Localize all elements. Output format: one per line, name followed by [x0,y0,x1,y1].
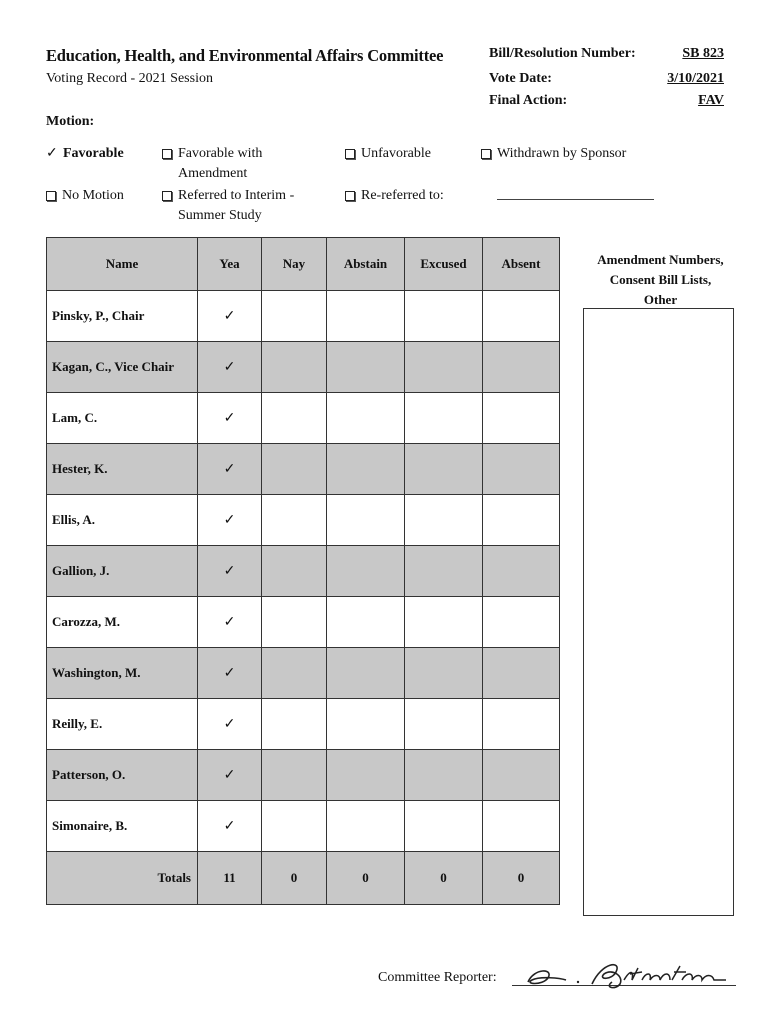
vote-cell-absent[interactable] [483,393,560,444]
column-header-absent: Absent [483,238,560,291]
vote-cell-nay[interactable] [262,342,327,393]
motion-option-referred-interim[interactable] [162,186,312,226]
vote-cell-absent[interactable] [483,597,560,648]
vote-cell-absent[interactable] [483,801,560,852]
vote-cell-excused[interactable] [405,393,483,444]
checkmark-icon: ✓ [223,512,236,528]
motion-option-withdrawn[interactable] [481,144,626,164]
member-name: Kagan, C., Vice Chair [47,342,198,393]
member-name: Reilly, E. [47,699,198,750]
table-row [47,495,560,546]
checkmark-icon: ✓ [223,461,236,477]
table-row [47,546,560,597]
checkmark-icon: ✓ [223,563,236,579]
vote-cell-absent[interactable] [483,444,560,495]
checkbox-icon [345,149,355,159]
checkbox-icon [481,149,491,159]
checkmark-icon: ✓ [223,716,236,732]
total-nay: 0 [262,852,327,905]
vote-cell-excused[interactable] [405,444,483,495]
amendment-notes-box[interactable] [583,308,734,916]
checkbox-icon [345,191,355,201]
vote-cell-nay[interactable] [262,291,327,342]
bill-number-value: SB 823 [682,46,724,61]
vote-cell-yea[interactable] [198,597,262,648]
table-row [47,597,560,648]
vote-cell-nay[interactable] [262,801,327,852]
checkmark-icon: ✓ [46,146,58,161]
vote-cell-yea[interactable] [198,342,262,393]
motion-option-label: Re-referred to: [361,188,444,203]
checkmark-icon: ✓ [223,308,236,324]
amendment-heading-line: Consent Bill Lists, [609,272,712,287]
member-name: Lam, C. [47,393,198,444]
total-abstain: 0 [327,852,405,905]
column-header-yea: Yea [198,238,262,291]
vote-cell-nay[interactable] [262,648,327,699]
vote-cell-excused[interactable] [405,546,483,597]
vote-cell-excused[interactable] [405,750,483,801]
amendment-heading [583,250,738,310]
voting-record-subtitle: Voting Record - 2021 Session [46,71,213,86]
checkmark-icon: ✓ [223,767,236,783]
total-excused: 0 [405,852,483,905]
member-name: Ellis, A. [47,495,198,546]
vote-cell-abstain[interactable] [327,546,405,597]
vote-cell-absent[interactable] [483,291,560,342]
vote-cell-yea[interactable] [198,291,262,342]
checkmark-icon: ✓ [223,359,236,375]
amendment-heading-line: Other [643,292,678,307]
table-row [47,444,560,495]
member-name: Pinsky, P., Chair [47,291,198,342]
final-action-value: FAV [698,93,724,108]
motion-option-favorable-with-amendment[interactable] [162,144,282,184]
table-header-row [47,238,560,291]
vote-cell-excused[interactable] [405,291,483,342]
checkbox-icon [162,191,172,201]
member-name: Simonaire, B. [47,801,198,852]
table-row [47,699,560,750]
totals-label: Totals [47,852,198,905]
column-header-name: Name [47,238,198,291]
vote-cell-excused[interactable] [405,648,483,699]
checkmark-icon: ✓ [223,818,236,834]
motion-option-label: Favorable with Amendment [178,146,263,181]
member-name: Hester, K. [47,444,198,495]
column-header-nay: Nay [262,238,327,291]
voting-table [46,237,560,905]
table-row [47,342,560,393]
vote-cell-excused[interactable] [405,495,483,546]
motion-option-re-referred[interactable] [345,186,444,206]
vote-cell-nay[interactable] [262,444,327,495]
table-row [47,291,560,342]
vote-cell-abstain[interactable] [327,393,405,444]
table-row [47,648,560,699]
member-name: Patterson, O. [47,750,198,801]
motion-option-unfavorable[interactable] [345,144,431,164]
vote-cell-yea[interactable] [198,444,262,495]
vote-cell-yea[interactable] [198,750,262,801]
table-row [47,750,560,801]
vote-cell-nay[interactable] [262,393,327,444]
motion-option-label: No Motion [62,188,124,203]
checkmark-icon: ✓ [223,614,236,630]
motion-option-no-motion[interactable] [46,186,124,206]
vote-cell-absent[interactable] [483,342,560,393]
vote-cell-yea[interactable] [198,393,262,444]
checkbox-icon [46,191,56,201]
vote-date-value: 3/10/2021 [667,71,724,86]
column-header-excused: Excused [405,238,483,291]
vote-date-label: Vote Date: [489,71,552,86]
vote-cell-excused[interactable] [405,699,483,750]
vote-cell-yea[interactable] [198,648,262,699]
vote-cell-yea[interactable] [198,699,262,750]
vote-cell-yea[interactable] [198,546,262,597]
total-yea: 11 [198,852,262,905]
vote-cell-excused[interactable] [405,342,483,393]
checkbox-icon [162,149,172,159]
vote-cell-absent[interactable] [483,699,560,750]
reporter-signature [520,958,736,992]
table-row [47,801,560,852]
vote-cell-abstain[interactable] [327,495,405,546]
vote-cell-absent[interactable] [483,648,560,699]
vote-cell-yea[interactable] [198,495,262,546]
motion-option-label: Favorable [63,146,124,161]
vote-cell-absent[interactable] [483,750,560,801]
vote-cell-abstain[interactable] [327,597,405,648]
motion-option-label: Unfavorable [361,146,431,161]
checkmark-icon: ✓ [223,410,236,426]
re-referred-blank-line[interactable] [497,199,654,200]
motion-option-favorable[interactable] [46,144,124,164]
amendment-heading-line: Amendment Numbers, [597,252,724,267]
vote-cell-nay[interactable] [262,597,327,648]
vote-cell-abstain[interactable] [327,342,405,393]
vote-cell-absent[interactable] [483,546,560,597]
committee-title: Education, Health, and Environmental Affairs Committee [46,46,444,65]
motion-option-label: Withdrawn by Sponsor [497,146,627,161]
member-name: Carozza, M. [47,597,198,648]
vote-cell-absent[interactable] [483,495,560,546]
vote-cell-abstain[interactable] [327,291,405,342]
checkmark-icon: ✓ [223,665,236,681]
member-name: Washington, M. [47,648,198,699]
member-name: Gallion, J. [47,546,198,597]
total-absent: 0 [483,852,560,905]
final-action-label: Final Action: [489,93,568,108]
totals-row [47,852,560,905]
vote-cell-abstain[interactable] [327,444,405,495]
vote-cell-abstain[interactable] [327,801,405,852]
vote-cell-excused[interactable] [405,597,483,648]
vote-cell-nay[interactable] [262,546,327,597]
vote-cell-abstain[interactable] [327,750,405,801]
vote-cell-yea[interactable] [198,801,262,852]
committee-reporter-label: Committee Reporter: [378,970,497,985]
vote-cell-nay[interactable] [262,495,327,546]
vote-cell-abstain[interactable] [327,648,405,699]
table-row [47,393,560,444]
bill-number-label: Bill/Resolution Number: [489,46,636,61]
column-header-abstain: Abstain [327,238,405,291]
motion-label: Motion: [46,114,95,129]
vote-cell-abstain[interactable] [327,699,405,750]
vote-cell-nay[interactable] [262,699,327,750]
vote-cell-nay[interactable] [262,750,327,801]
motion-option-label: Referred to Interim - Summer Study [178,188,295,223]
vote-cell-excused[interactable] [405,801,483,852]
